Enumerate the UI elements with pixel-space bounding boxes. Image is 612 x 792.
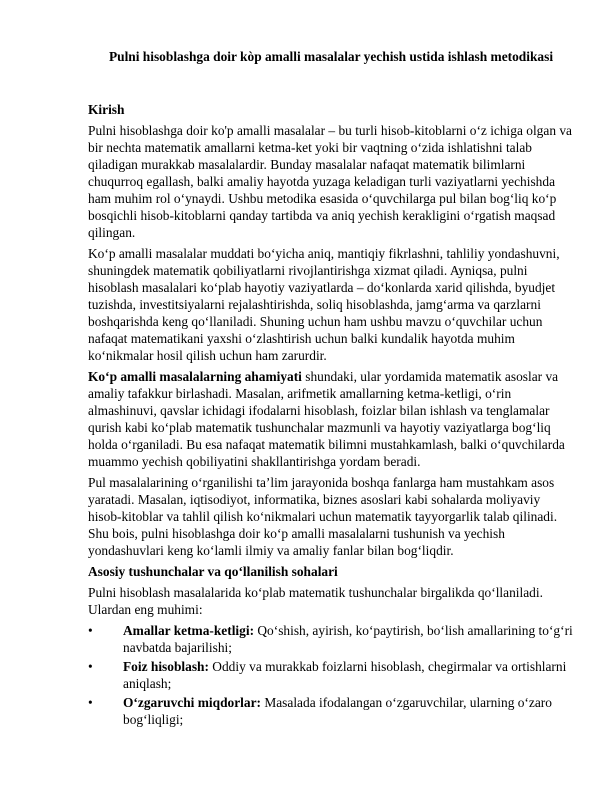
bullet-icon: • <box>88 695 93 710</box>
intro-heading: Kirish <box>88 102 125 117</box>
paragraph-3-text: shundaki, ular yordamida matematik asoslar va amaliy tafakkur birlashadi. Masalan, arifmetik amallarning ketma-ketligi, o‘rin almashinuvi, qavslar ichidagi ifodalarni hisoblash, foizlar bilan ishlash va tenglamalar qurish kabi ko‘plab matematik tushunchalar mazmunli va hayotiy vaziyatlarga bog‘liq holda o‘rganiladi. Bu esa nafaqat matematik bilimni mustahkamlash, balki o‘quvchilarda muammo yechish qobiliyatini shakllantirishga yordam beradi. <box>88 369 565 469</box>
paragraph-4: Pul masalalarining o‘rganilishi ta’lim jarayonida boshqa fanlarga ham mustahkam asos yaratadi. Masalan, iqtisodiyot, informatika, biznes asoslari kabi sohalarda moliyaviy hisob-kitoblar va tahlil qilish ko‘nikmalari uchun matematik tayyorgarlik talab qilinadi. Shu bois, pulni hisoblashga doir ko‘p amalli masalalarni tushunish va yechish yondashuvlari keng ko‘lamli ilmiy va amaliy fanlar bilan bog‘liqdir. <box>88 475 558 558</box>
list-item-term: Amallar ketma-ketligi: <box>123 623 255 638</box>
bullet-icon: • <box>88 623 93 638</box>
concepts-heading: Asosiy tushunchalar va qo‘llanilish sohalari <box>88 564 338 579</box>
paragraph-1: Pulni hisoblashga doir ko'p amalli masalalar – bu turli hisob-kitoblarni o‘z ichiga olgan va bir nechta matematik amallarni ketma-ket yoki bir vaqtning o‘zida ishlatishni talab qiladigan murakkab masalalardir. Bunday masalalar nafaqat matematik bilimlarni chuqurroq egallash, balki amaliy hayotda yuzaga keladigan turli vaziyatlarni yechishda ham muhim rol o‘ynaydi. Ushbu metodika esasida o‘quvchilarga pul bilan bog‘liq ko‘p bosqichli hisob-kitoblarni qanday tartibda va aniq yechish kerakligini o‘rgatish maqsad qilingan. <box>88 123 573 240</box>
list-item-text: Qo‘shish, ayirish, ko‘paytirish, bo‘lish amallarining to‘g‘ri navbatda bajarilishi; <box>123 623 573 655</box>
bullet-icon: • <box>88 659 93 674</box>
paragraph-2: Ko‘p amalli masalalar muddati bo‘yicha aniq, mantiqiy fikrlashni, tahliliy yondashuvni, shuningdek matematik qobiliyatlarni rivojlantirishga xizmat qiladi. Ayniqsa, pulni hisoblash masalalari ko‘plab hayotiy vaziyatlarda – do‘konlarda xarid qilishda, byudjet tuzishda, investitsiyalarni rejalashtirishda, soliq hisoblashda, jamg‘arma va qarzlarni boshqarishda keng qo‘llaniladi. Shuning uchun ham ushbu mavzu o‘quvchilar uchun nafaqat matematikani yaxshi o‘zlashtirish uchun balki kundalik hayotda muhim ko‘nikmalar hosil qilish uchun ham zarurdir. <box>88 246 560 363</box>
concepts-list <box>88 622 574 728</box>
paragraph-3-bold-lead: Ko‘p amalli masalalarning ahamiyati <box>88 369 302 384</box>
document-page <box>88 48 574 730</box>
list-item-term: Foiz hisoblash: <box>123 659 209 674</box>
list-item-text: Oddiy va murakkab foizlarni hisoblash, chegirmalar va ortishlarni aniqlash; <box>123 659 567 691</box>
document-title: Pulni hisoblashga doir kòp amalli masalalar yechish ustida ishlash metodikasi <box>108 49 554 64</box>
paragraph-3 <box>88 368 574 470</box>
list-item <box>88 658 574 692</box>
list-item <box>88 694 574 728</box>
concepts-intro: Pulni hisoblash masalalarida ko‘plab matematik tushunchalar birgalikda qo‘llaniladi. Ulardan eng muhimi: <box>88 585 543 617</box>
list-item <box>88 622 574 656</box>
list-item-term: O‘zgaruvchi miqdorlar: <box>123 695 261 710</box>
list-item-text: Masalada ifodalangan o‘zgaruvchilar, ularning o‘zaro bog‘liqligi; <box>123 695 552 727</box>
